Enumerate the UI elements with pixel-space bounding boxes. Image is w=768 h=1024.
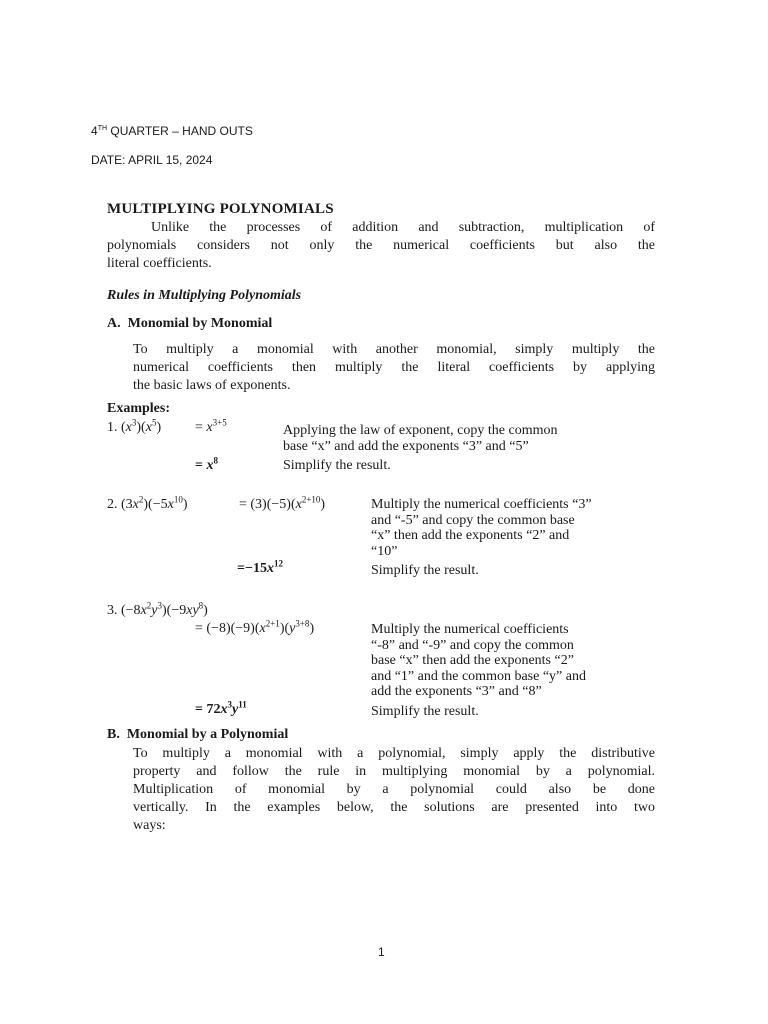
example-1-step-1-desc: Applying the law of exponent, copy the common base “x” and add the exponents “3” and “5” [283,423,558,454]
example-3-step-2-desc: Simplify the result. [371,704,479,719]
date-label: DATE: APRIL 15, 2024 [91,153,213,167]
example-3-step-1-desc: Multiply the numerical coefficients “-8” and “-9” and copy the common base “x” then add the exponents “2” and “1” and the common base “y” and add the exponents “3” and “8” [371,622,586,699]
example-3-step-1: = $(-8)(-9)(x^{2+1})(y^{3+8})$ [195,618,315,636]
example-1-step-1: = $x^{3+5}$ [195,417,227,435]
intro-paragraph: Unlike the processes of addition and subtraction, multiplication of polynomials considers not only the numerical coefficients but also the literal coefficients. [107,220,655,271]
example-2-step-2-desc: Simplify the result. [371,563,479,578]
page-title: MULTIPLYING POLYNOMIALS [107,201,334,217]
example-3-step-2: = $72x^3y^{11}$ [195,699,247,717]
section-b-heading: B. Monomial by a Polynomial [107,727,289,742]
example-2-expression: 2. $(3x^2)(-5x^{10})$ [107,494,188,512]
section-a-heading: A. Monomial by Monomial [107,316,273,331]
example-1-step-2-desc: Simplify the result. [283,458,391,473]
quarter-label: 4TH QUARTER – HAND OUTS [91,124,253,138]
page-number: 1 [378,945,385,959]
example-2-step-1: = $(3)(-5)(x^{2+10})$ [239,494,326,512]
example-1-expression: 1. $(x^3)(x^5)$ [107,417,162,435]
section-b-paragraph: To multiply a monomial with a polynomial, simply apply the distributive property and follow the rule in multiplying monomial by a polynomial. Multiplication of monomial by a polynomial could also be done vertically. In the examples below, the solutions are presented into two ways: [133,746,655,833]
section-a-paragraph: To multiply a monomial with another monomial, simply multiply the numerical coefficients then multiply the literal coefficients by applying the basic laws of exponents. [133,342,655,393]
rules-heading: Rules in Multiplying Polynomials [107,288,302,303]
example-2-step-2: $=-15x^{12}$ [237,558,283,576]
example-2-step-1-desc: Multiply the numerical coefficients “3” and “-5” and copy the common base “x” then add the exponents “2” and “10” [371,497,592,559]
example-3-expression: 3. $(-8x^2y^3)(-9xy^8)$ [107,600,208,618]
example-1-step-2: = $x^8$ [195,455,218,473]
examples-heading: Examples: [107,401,170,416]
